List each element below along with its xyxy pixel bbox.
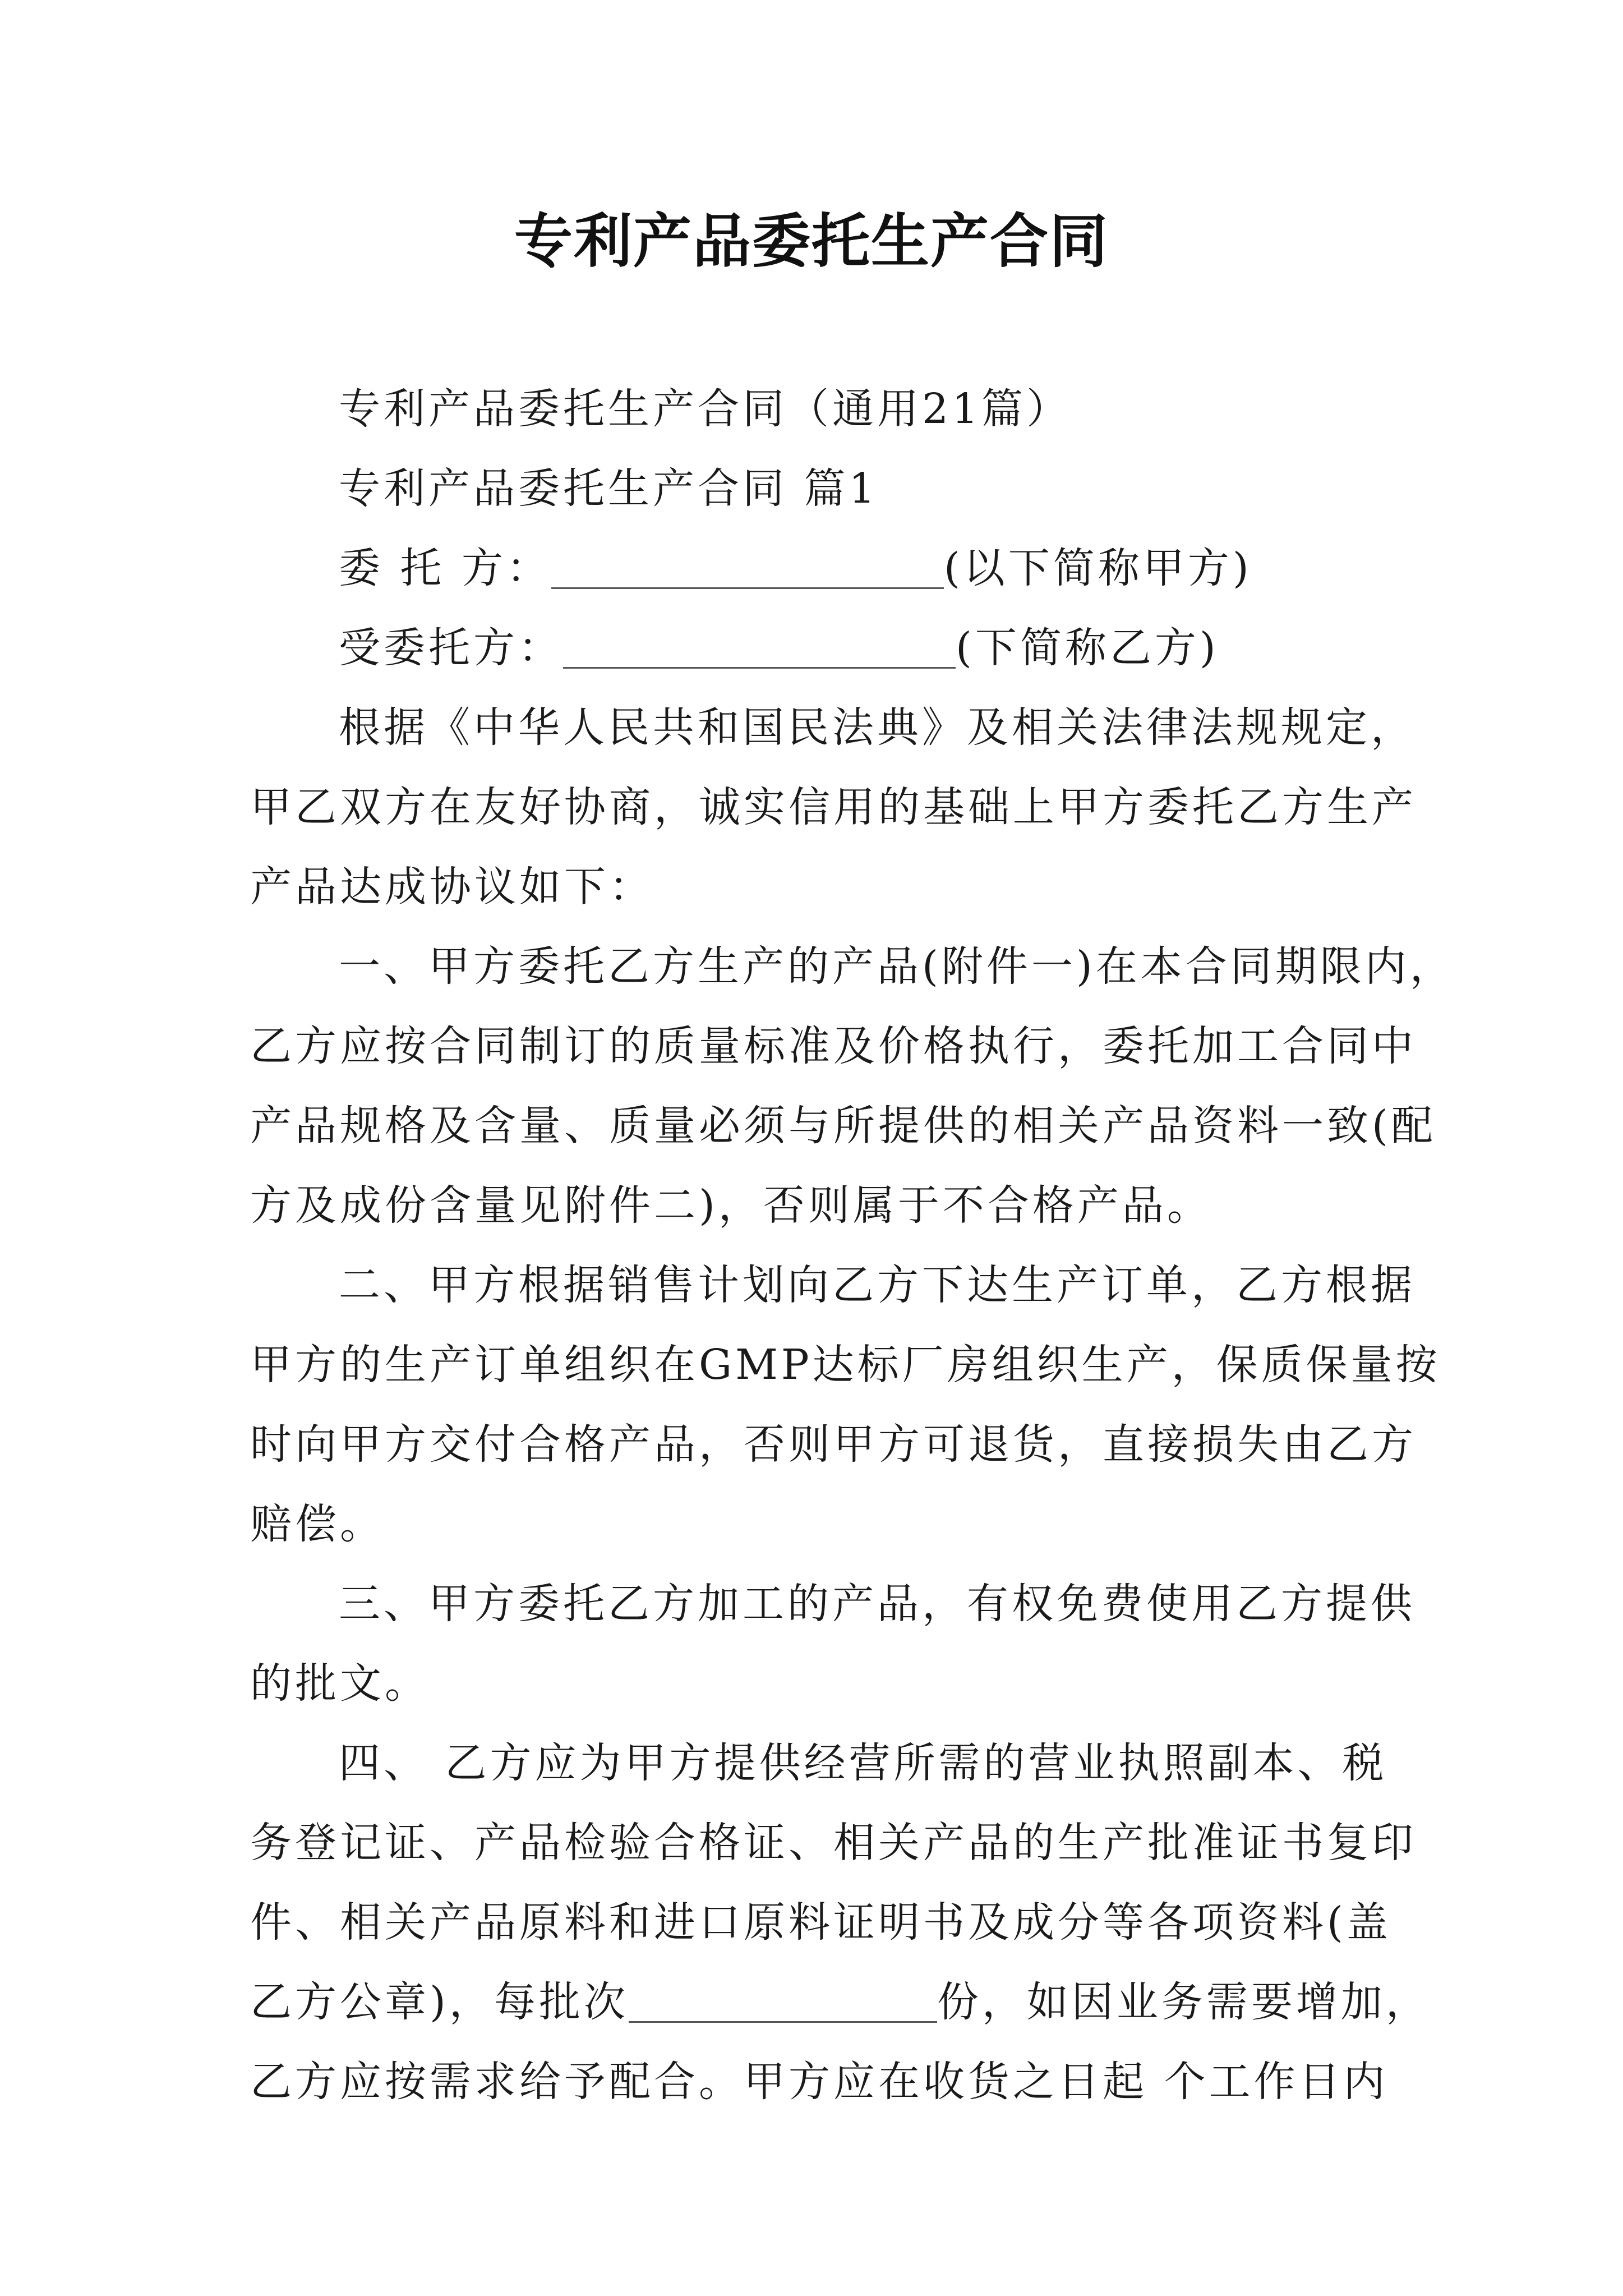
copies-label: 乙方公章)，每批次 (250, 1978, 629, 2026)
paragraph-line: 件、相关产品原料和进口原料证明书及成分等各项资料(盖 (250, 1898, 1391, 1947)
paragraph-line: 的批文。 (250, 1659, 430, 1708)
paragraph-line: 赔偿。 (250, 1500, 385, 1548)
party-a-blank[interactable] (551, 545, 944, 589)
party-b-row (250, 608, 1394, 688)
paragraph-line: 乙方应按合同制订的质量标准及价格执行，委托加工合同中 (250, 1022, 1417, 1070)
paragraph-line: 根据《中华人民共和国民法典》及相关法律法规规定， (339, 703, 1415, 752)
party-a-label: 委 托 方： (339, 544, 552, 592)
document-title: 专利产品委托生产合同 (514, 206, 1109, 275)
paragraph-line: 一、甲方委托乙方生产的产品(附件一)在本合同期限内， (339, 942, 1455, 991)
paragraph-line: 产品达成协议如下： (250, 863, 654, 911)
paragraph-line: 产品规格及含量、质量必须与所提供的相关产品资料一致(配 (250, 1102, 1436, 1150)
document-subtitle: 专利产品委托生产合同（通用21篇） (339, 385, 1072, 433)
party-a-suffix: (以下简称甲方) (944, 544, 1252, 592)
party-b-blank[interactable] (563, 624, 956, 669)
document-body (250, 369, 1455, 2122)
paragraph-line: 方及成份含量见附件二)，否则属于不合格产品。 (250, 1181, 1212, 1230)
paragraph-line: 三、甲方委托乙方加工的产品，有权免费使用乙方提供 (339, 1580, 1415, 1628)
copies-suffix: 份，如因业务需要增加， (937, 1978, 1431, 2026)
party-b-suffix: (下简称乙方) (956, 624, 1219, 672)
paragraph-line: 乙方应按需求给予配合。甲方应在收货之日起 个工作日内 (250, 2058, 1389, 2106)
section-heading: 专利产品委托生产合同 篇1 (339, 464, 879, 513)
paragraph-line: 四、 乙方应为甲方提供经营所需的营业执照副本、税 (339, 1739, 1387, 1787)
paragraph-line: 甲方的生产订单组织在GMP达标厂房组织生产，保质保量按 (250, 1341, 1441, 1389)
paragraph-line-with-blank (250, 1962, 1431, 2042)
party-a-row (250, 528, 1394, 608)
paragraph-line: 二、甲方根据销售计划向乙方下达生产订单，乙方根据 (339, 1261, 1415, 1309)
party-b-label: 受委托方： (339, 624, 563, 672)
copies-blank[interactable] (629, 1978, 937, 2023)
paragraph-line: 甲乙双方在友好协商，诚实信用的基础上甲方委托乙方生产 (250, 783, 1417, 831)
paragraph-line: 务登记证、产品检验合格证、相关产品的生产批准证书复印 (250, 1819, 1417, 1867)
paragraph-line: 时向甲方交付合格产品，否则甲方可退货，直接损失由乙方 (250, 1420, 1417, 1469)
